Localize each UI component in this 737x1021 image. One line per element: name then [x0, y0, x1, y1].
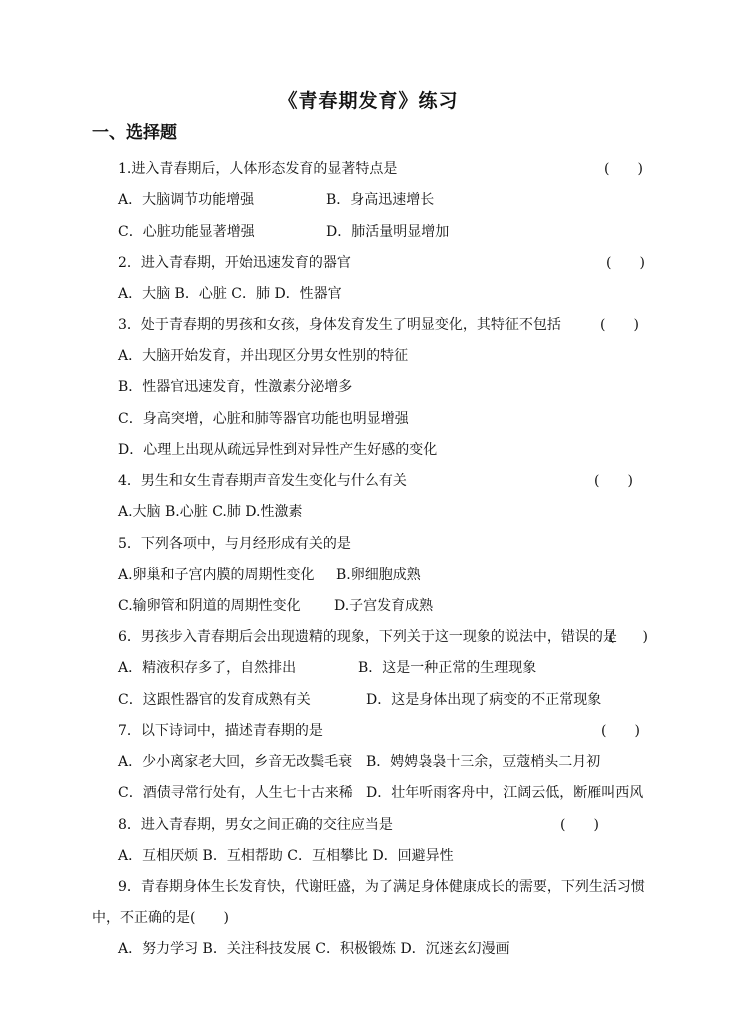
answer-blank-8: ( ) — [560, 817, 599, 833]
q8-options: A．互相厌烦 B．互相帮助 C．互相攀比 D．回避异性 — [118, 848, 454, 864]
question-8-stem: 8．进入青春期，男女之间正确的交往应当是 — [118, 817, 393, 833]
question-1-stem: 1.进入青春期后，人体形态发育的显著特点是 — [118, 161, 398, 177]
question-3-stem: 3．处于青春期的男孩和女孩，身体发育发生了明显变化，其特征不包括 — [118, 317, 561, 333]
q7-option-b: B．娉娉袅袅十三余，豆蔻梢头二月初 — [366, 754, 601, 770]
q1-option-c: C．心脏功能显著增强 — [118, 224, 255, 240]
answer-blank-7: ( ) — [601, 723, 640, 739]
q9-options: A．努力学习 B．关注科技发展 C．积极锻炼 D．沉迷玄幻漫画 — [118, 941, 510, 957]
q5-option-b: B.卵细胞成熟 — [336, 567, 421, 583]
q2-options: A．大脑 B．心脏 C．肺 D．性器官 — [118, 286, 342, 302]
q4-options: A.大脑 B.心脏 C.肺 D.性激素 — [118, 504, 303, 520]
q5-option-a: A.卵巢和子宫内膜的周期性变化 — [118, 567, 315, 583]
q5-option-d: D.子宫发育成熟 — [334, 598, 434, 614]
question-9-stem-line2: 中，不正确的是 — [92, 910, 190, 926]
q3-option-c: C．身高突增，心脏和肺等器官功能也明显增强 — [118, 411, 409, 427]
q5-option-c: C.输卵管和阴道的周期性变化 — [118, 598, 301, 614]
answer-blank-1: ( ) — [604, 161, 643, 177]
answer-blank-9: ( ) — [190, 910, 229, 926]
answer-blank-6: ( ) — [609, 629, 648, 645]
question-7-stem: 7．以下诗词中，描述青春期的是 — [118, 723, 323, 739]
q7-option-c: C．酒债寻常行处有，人生七十古来稀 — [118, 785, 353, 801]
q3-option-b: B．性器官迅速发育，性激素分泌增多 — [118, 379, 353, 395]
question-5-stem: 5．下列各项中，与月经形成有关的是 — [118, 536, 351, 552]
q3-option-a: A．大脑开始发育，并出现区分男女性别的特征 — [118, 348, 409, 364]
question-9-stem-cont — [92, 909, 229, 927]
q6-option-c: C．这跟性器官的发育成熟有关 — [118, 692, 311, 708]
question-4-stem: 4．男生和女生青春期声音发生变化与什么有关 — [118, 473, 407, 489]
page-title: 《青春期发育》练习 — [278, 90, 459, 112]
question-6-stem: 6．男孩步入青春期后会出现遗精的现象，下列关于这一现象的说法中，错误的是 — [118, 629, 617, 645]
q7-option-a: A．少小离家老大回，乡音无改鬓毛衰 — [118, 754, 353, 770]
q1-option-d: D．肺活量明显增加 — [326, 224, 450, 240]
q6-option-d: D．这是身体出现了病变的不正常现象 — [366, 692, 602, 708]
answer-blank-2: ( ) — [606, 255, 645, 271]
q1-option-b: B．身高迅速增长 — [326, 192, 435, 208]
question-2-stem: 2．进入青春期，开始迅速发育的器官 — [118, 255, 351, 271]
q3-option-d: D．心理上出现从疏远异性到对异性产生好感的变化 — [118, 442, 438, 458]
answer-blank-3: ( ) — [600, 317, 639, 333]
q1-option-a: A．大脑调节功能增强 — [118, 192, 255, 208]
section-heading: 一、选择题 — [92, 123, 177, 143]
question-9-stem: 9．青春期身体生长发育快，代谢旺盛，为了满足身体健康成长的需要，下列生活习惯 — [118, 879, 645, 895]
answer-blank-4: ( ) — [594, 473, 633, 489]
q7-option-d: D．壮年听雨客舟中，江阔云低，断雁叫西风 — [366, 785, 644, 801]
q6-option-a: A．精液积存多了，自然排出 — [118, 660, 297, 676]
q6-option-b: B．这是一种正常的生理现象 — [358, 660, 537, 676]
